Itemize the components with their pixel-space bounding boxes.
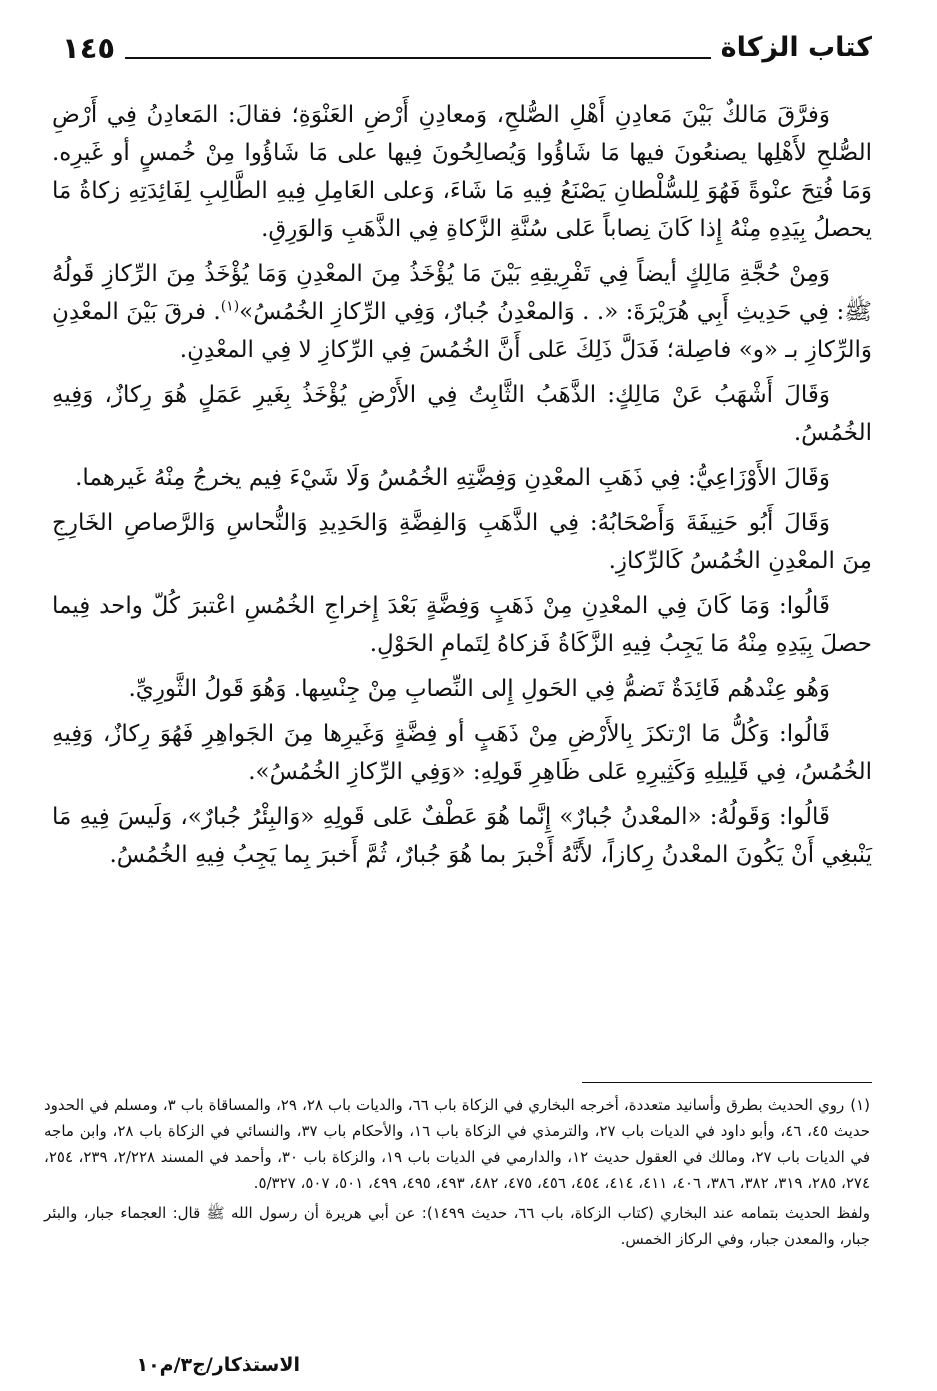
paragraph [52,255,872,369]
footnote-text: روي الحديث بطرق وأسانيد متعددة، أخرجه البخاري في الزكاة باب ٦٦، والديات باب ٢٨، ٢٩، والمساقاة باب ٣، ومسلم في الحدود حديث ٤٥، ٤٦، وأبو داود في الديات باب ٢٧، والترمذي في الزكاة باب ١٦، والأحكام باب ٣٧، والنسائي في الزكاة باب ٢٨، وابن ماجه في الديات باب ٢٧، ومالك في العقول حديث ١٢، والدارمي في الديات باب ١٩، والزكاة باب ٣٠، وأحمد في المسند ٢/٢٢٨، ٢٣٩، ٢٥٤، ٢٧٤، ٢٨٥، ٣١٩، ٣٨٢، ٣٨٦، ٤٠٦، ٤١١، ٤١٤، ٤٥٤، ٤٥٦، ٤٧٥، ٤٨٢، ٤٩٣، ٤٩٥، ٤٩٩، ٥٠١، ٥٠٧، ٥/٣٢٧. [44,1096,870,1192]
page-number: ١٤٥ [62,31,116,65]
paragraph: وَهُو عِنْدهُم فَائِدَةٌ تَضمُّ فِي الحَولِ إِلى النِّصابِ مِنْ جِنْسِها. وَهُوَ قَولُ الثَّورِيِّ. [128,676,830,702]
paragraph: قَالُوا: وَقَولُهُ: «المعْدنُ جُبارٌ» إِنَّما هُوَ عَطْفٌ عَلى قَولِهِ «وَالبِئْرُ جُبارٌ»، وَلَيسَ فِيهِ مَا يَنْبغِي أَنْ يَكُونَ المعْدنُ رِكازاً، لأَنَّهُ أَخْبرَ بما هُوَ جُبارٌ، ثُمَّ أَخبرَ بِما يَجِبُ فِيهِ الخُمُسُ. [52,804,872,868]
footnote-reference: (١) [220,298,240,315]
footnote-continuation: ولفظ الحديث بتمامه عند البخاري (كتاب الزكاة، باب ٦٦، حديث ١٤٩٩): عن أبي هريرة أن رسول الله ﷺ قال: العجماء جبار، والبئر جبار، والمعدن جبار، وفي الركاز الخمس. [44,1204,870,1248]
footnote [44,1092,870,1196]
paragraph: وَقَالَ الأَوْزَاعِيُّ: فِي ذَهَبِ المعْدِنِ وَفِضَّتِهِ الخُمُسُ وَلَا شَيْءَ فِيم يخرجُ مِنْهُ غَيرهما. [75,465,830,491]
footnotes [44,1092,870,1256]
paragraph-text: وَمِنْ حُجَّةِ مَالِكٍ أيضاً فِي تَفْرِيقِهِ بَيْنَ مَا يُؤْخَذُ مِنَ المعْدِنِ وَمَا يُؤْخَذُ مِنَ الرِّكازِ قَولُهُ ﷺ: فِي حَدِيثِ أَبِي هُرَيْرَةَ: «. . وَالمعْدِنُ جُبارٌ، وَفِي الرِّكازِ الخُمُسُ» [52,261,872,325]
paragraph: وَفرَّقَ مَالكٌ بَيْنَ مَعادِنِ أَهْلِ الصُّلحِ، وَمعادِنِ أَرْضِ العَنْوَةِ؛ فقالَ: المَعادِنُ فِي أَرْضِ الصُّلحِ لأَهْلِها يصنعُونَ فيها مَا شَاؤُوا وَيُصالِحُونَ فِيها على مَا شَاؤُوا مِنْ خُمسٍ أو غَيرِه. وَمَا فُتِحَ عنْوةً فَهُوَ لِلسُّلْطانِ يَصْنَعُ فِيهِ مَا شَاءَ، وَعلى العَامِلِ فِيهِ الطَّالِبِ لِفَائِدَتِهِ زكاةُ مَا يحصلُ بِيَدِهِ مِنْهُ إِذا كَانَ نِصاباً عَلى سُنَّةِ الزَّكاةِ فِي الذَّهَبِ وَالوَرِقِ. [52,102,872,242]
paragraph: قَالُوا: وَكُلُّ مَا ارْتكزَ بِالأَرْضِ مِنْ ذَهَبٍ أو فِضَّةٍ وَغَيرِها مِنَ الجَواهِرِ فَهُوَ رِكازٌ، وَفِيهِ الخُمُسُ، فِي قَلِيلِهِ وَكَثِيرِهِ عَلى ظَاهِرِ قَولِهِ: «وَفِي الرِّكازِ الخُمُسُ». [52,721,872,785]
footnote-marker: (١) [850,1096,870,1114]
paragraph-text: . فرقَ بَيْنَ المعْدِنِ وَالرِّكازِ بـ «و» فاصِلة؛ فَدَلَّ ذَلِكَ عَلى أَنَّ الخُمُسَ فِي الرِّكازِ لا فِي المعْدِنِ. [52,299,872,363]
main-text [52,96,872,881]
paragraph: وَقَالَ أَشْهَبُ عَنْ مَالِكٍ: الذَّهَبُ الثَّابِتُ فِي الأَرْضِ يُؤْخَذُ بِغَيرِ عَمَلٍ هُوَ رِكازٌ، وَفِيهِ الخُمُسُ. [52,382,872,446]
paragraph: وَقَالَ أَبُو حَنِيفَةَ وَأَصْحَابُهُ: فِي الذَّهَبِ وَالفِضَّةِ وَالحَدِيدِ وَالنُّحاسِ وَالرَّصاصِ الخَارِجِ مِنَ المعْدِنِ الخُمُسُ كَالرِّكازِ. [52,510,872,574]
paragraph: قَالُوا: وَمَا كَانَ فِي المعْدِنِ مِنْ ذَهَبٍ وَفِضَّةٍ بَعْدَ إِخراجِ الخُمُسِ اعْتبرَ كُلّ واحد فِيما حصلَ بِيَدِهِ مِنْهُ مَا يَجِبُ فِيهِ الزَّكَاةُ فَزكاهُ لِتَمامِ الحَوْلِ. [52,593,872,657]
header-rule [125,57,711,59]
footnote-separator [582,1082,872,1083]
page-signature: الاستذكار/ج٣/م١٠ [136,1354,300,1376]
chapter-title: كتاب الزكاة [720,32,872,63]
page-header [62,28,872,68]
